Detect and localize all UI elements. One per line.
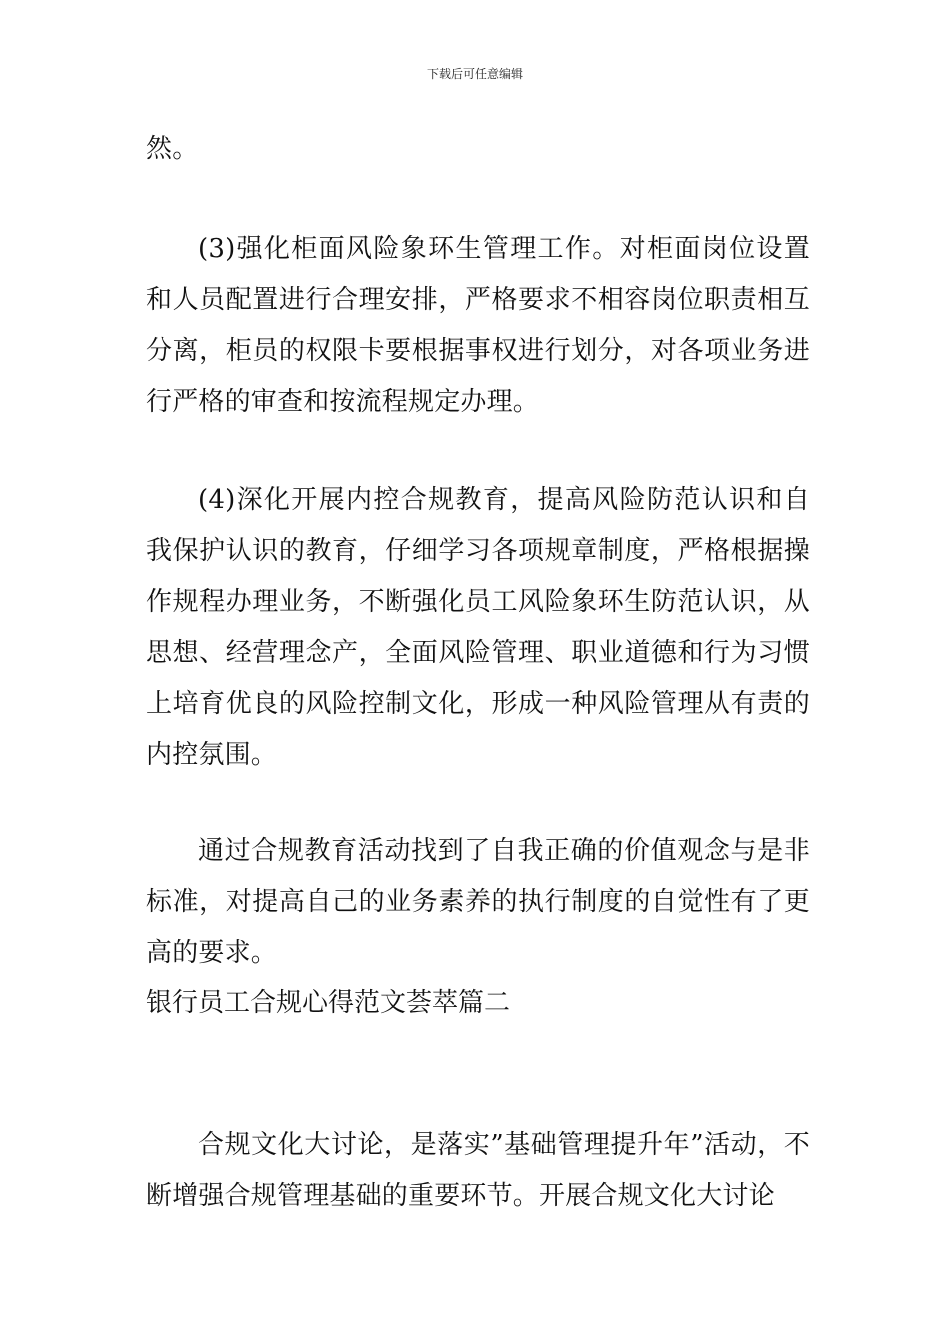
paragraph-continuation: 然。 <box>146 134 199 164</box>
paragraph-item-4: (4)深化开展内控合规教育，提高风险防范认识和自我保护认识的教育，仔细学习各项规章制度，严格根据操作规程办理业务，不断强化员工风险象环生防范认识，从思想、经营理念产，全面风险管理、职业道德和行为习惯上培育优良的风险控制文化，形成一种风险管理从有责的内控氛围。 <box>146 485 810 770</box>
page-header-note: 下载后可任意编辑 <box>426 67 523 81</box>
section-title: 银行员工合规心得范文荟萃篇二 <box>146 988 511 1018</box>
paragraph-conclusion: 通过合规教育活动找到了自我正确的价值观念与是非标准，对提高自己的业务素养的执行制度的自觉性有了更高的要求。 <box>146 836 810 968</box>
paragraph-item-3: (3)强化柜面风险象环生管理工作。对柜面岗位设置和人员配置进行合理安排，严格要求不相容岗位职责相互分离，柜员的权限卡要根据事权进行划分，对各项业务进行严格的审查和按流程规定办理。 <box>146 234 810 417</box>
paragraph-section-intro: 合规文化大讨论，是落实”基础管理提升年”活动，不断增强合规管理基础的重要环节。开展合规文化大讨论 <box>146 1130 810 1211</box>
